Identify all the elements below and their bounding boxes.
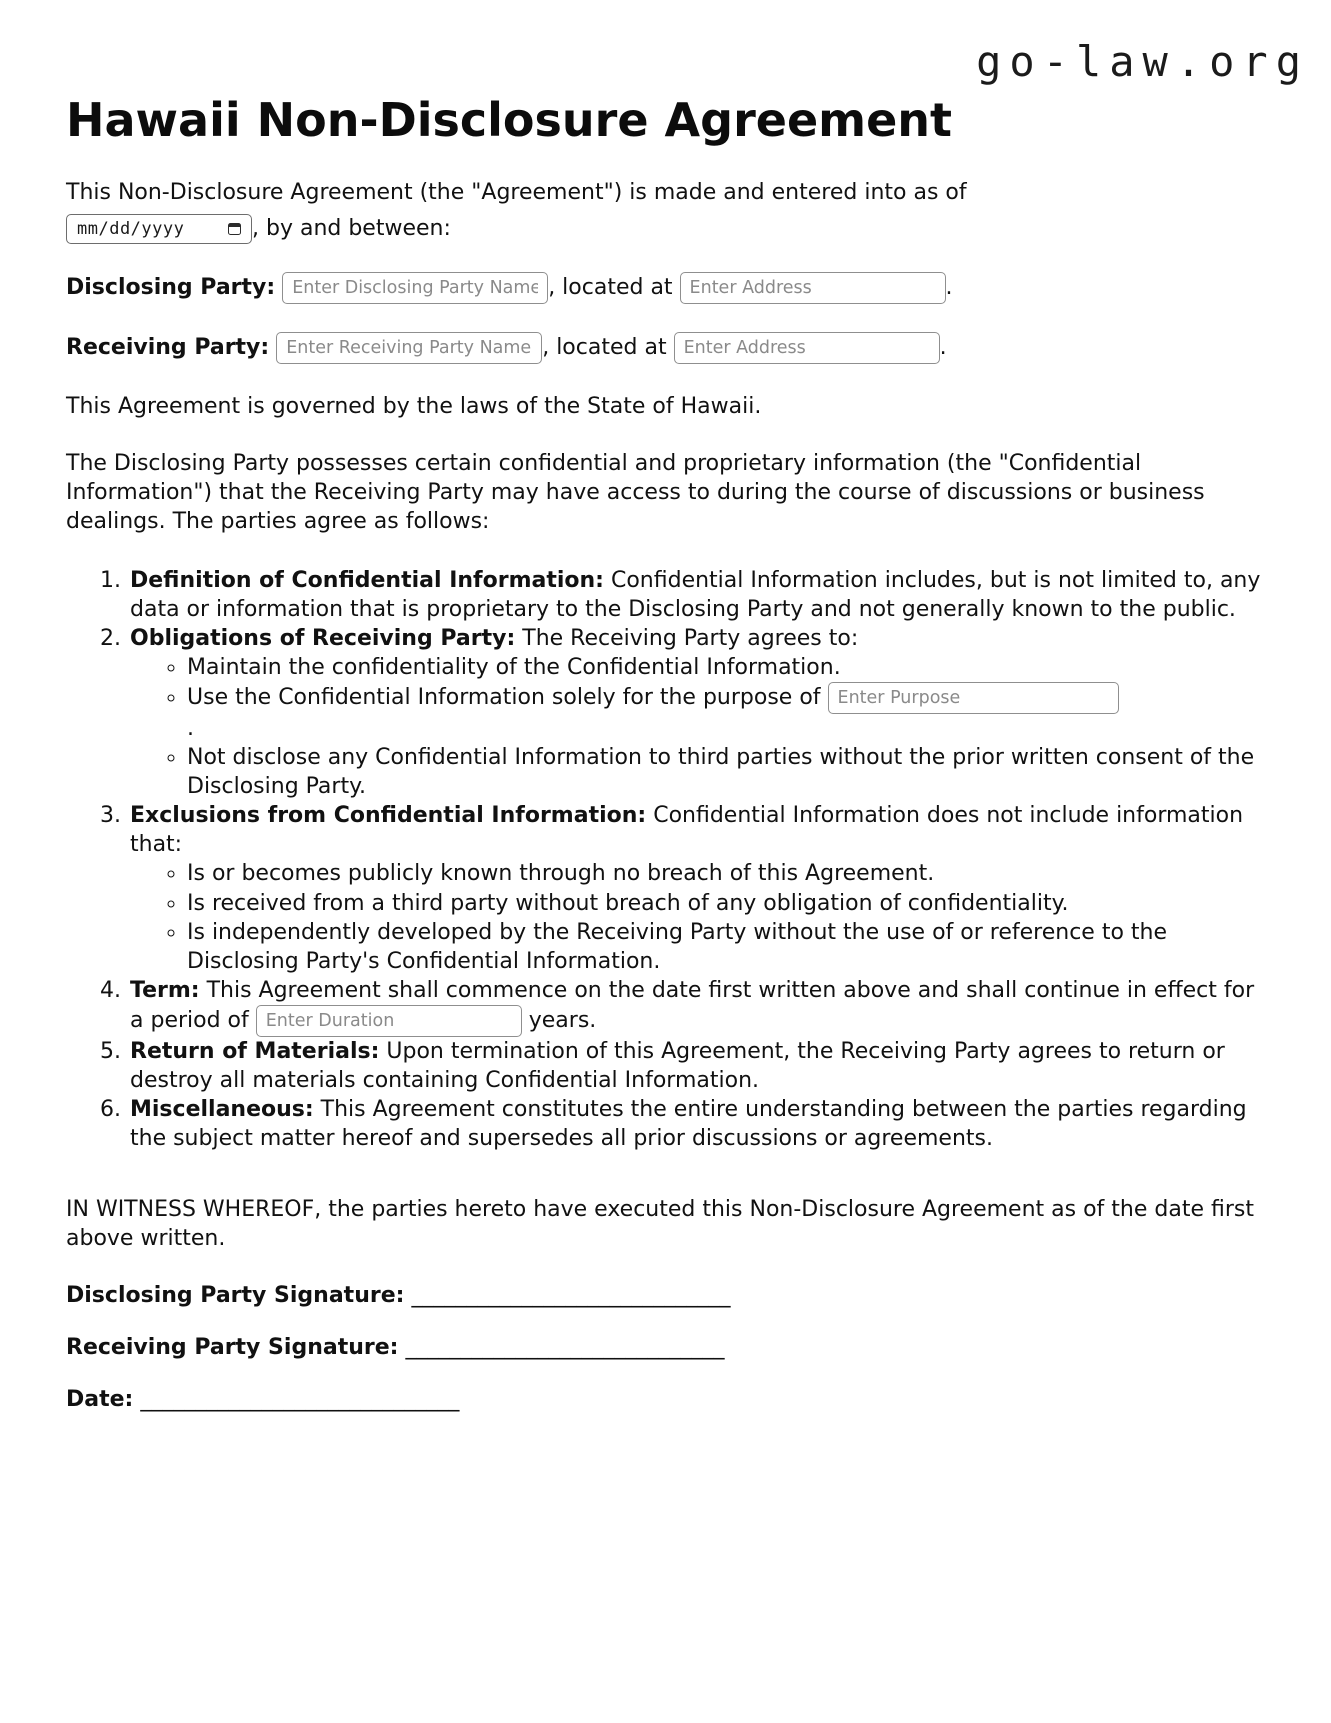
clause-miscellaneous-title: Miscellaneous: [130, 1096, 314, 1122]
date-value: mm/dd/yyyy [77, 218, 185, 239]
clause-obligations [128, 624, 1265, 801]
exclusions-sublist [130, 859, 1265, 975]
receiving-party-label: Receiving Party: [66, 335, 270, 361]
clause-exclusions [128, 801, 1265, 975]
date-signature-line: _____________________________ [140, 1386, 460, 1412]
exclusion-item-independent [187, 918, 1265, 976]
exclusion-item-public [187, 859, 1265, 888]
receiving-signature-line: _____________________________ [405, 1334, 725, 1360]
obligations-sublist [130, 653, 1265, 801]
disclosing-signature-label: Disclosing Party Signature: [66, 1282, 405, 1308]
clause-term [128, 976, 1265, 1037]
site-logo: go-law.org [976, 37, 1309, 86]
disclosing-signature-row [66, 1281, 1265, 1310]
clause-return-text: Upon termination of this Agreement, the Receiving Party agrees to return or destroy all materials containing Confidential Information. [130, 1038, 1225, 1093]
date-signature-label: Date: [66, 1386, 134, 1412]
calendar-icon [228, 223, 241, 235]
receiving-party-address-input[interactable] [674, 332, 940, 364]
disclosing-party-address-input[interactable] [680, 272, 946, 304]
intro-text-after: , by and between: [252, 216, 451, 242]
receiving-party-name-input[interactable] [276, 332, 542, 364]
clause-return-title: Return of Materials: [130, 1038, 380, 1064]
obligation-item-purpose [187, 682, 1265, 743]
intro-line2 [66, 214, 1265, 244]
disclosing-signature-line: _____________________________ [411, 1282, 731, 1308]
intro-paragraph [66, 178, 1265, 244]
duration-input[interactable] [256, 1005, 522, 1037]
disclosing-party-end-text: . [945, 275, 953, 301]
obligation-item-no-disclosure [187, 743, 1265, 801]
obligation-purpose-text: Use the Confidential Information solely for the purpose of [187, 685, 828, 711]
obligation-purpose-period: . [187, 716, 194, 742]
clause-miscellaneous [128, 1095, 1265, 1153]
clause-definition-title: Definition of Confidential Information: [130, 568, 604, 594]
clause-return [128, 1037, 1265, 1095]
obligation-item-confidentiality [187, 653, 1265, 682]
clause-miscellaneous-text: This Agreement constitutes the entire understanding between the parties regarding the subject matter hereof and supersedes all prior discussions or agreements. [130, 1096, 1247, 1151]
disclosing-party-row [66, 272, 1265, 304]
witness-paragraph: IN WITNESS WHEREOF, the parties hereto have executed this Non-Disclosure Agreement as of the date first above written. [66, 1196, 1254, 1251]
date-input[interactable] [66, 214, 252, 244]
disclosing-party-mid-text: , located at [548, 275, 680, 301]
receiving-signature-label: Receiving Party Signature: [66, 1334, 399, 1360]
clause-term-title: Term: [130, 977, 200, 1003]
intro-text-before: This Non-Disclosure Agreement (the "Agreement") is made and entered into as of [66, 180, 967, 206]
clause-definition [128, 566, 1265, 624]
obligation-confidentiality-text: Maintain the confidentiality of the Confidential Information. [187, 655, 841, 681]
clause-term-text-after: years. [521, 1007, 597, 1033]
receiving-signature-row [66, 1333, 1265, 1362]
disclosing-party-label: Disclosing Party: [66, 275, 276, 301]
exclusion-public-text: Is or becomes publicly known through no breach of this Agreement. [187, 861, 935, 887]
purpose-input[interactable] [828, 682, 1119, 714]
disclosing-party-name-input[interactable] [282, 272, 548, 304]
date-signature-row [66, 1385, 1265, 1414]
receiving-party-mid-text: , located at [542, 335, 674, 361]
clause-obligations-title: Obligations of Receiving Party: [130, 626, 516, 652]
governing-law-paragraph: This Agreement is governed by the laws of the State of Hawaii. [66, 394, 762, 420]
clause-obligations-text: The Receiving Party agrees to: [522, 626, 859, 652]
receiving-party-end-text: . [939, 335, 947, 361]
exclusion-independent-text: Is independently developed by the Receiving Party without the use of or reference to the Disclosing Party's Confidential Information. [187, 919, 1167, 974]
exclusion-third-party-text: Is received from a third party without breach of any obligation of confidentiality. [187, 890, 1069, 916]
clause-exclusions-title: Exclusions from Confidential Information: [130, 803, 647, 829]
page-title: Hawaii Non-Disclosure Agreement [66, 93, 953, 148]
clause-exclusions-text: Confidential Information does not include information that: [130, 803, 1244, 858]
exclusion-item-third-party [187, 889, 1265, 918]
preamble-paragraph: The Disclosing Party possesses certain confidential and proprietary information (the "Confidential Information") that the Receiving Party may have access to during the course of discussions or business dealings. The parties agree as follows: [66, 451, 1205, 535]
receiving-party-row [66, 332, 1265, 364]
clause-term-text-before: This Agreement shall commence on the date first written above and shall continue in effect for a period of [130, 977, 1255, 1033]
clause-definition-text: Confidential Information includes, but is not limited to, any data or information that is proprietary to the Disclosing Party and not generally known to the public. [130, 568, 1261, 623]
clause-list [66, 566, 1265, 1153]
obligation-no-disclosure-text: Not disclose any Confidential Information to third parties without the prior written consent of the Disclosing Party. [187, 745, 1255, 800]
